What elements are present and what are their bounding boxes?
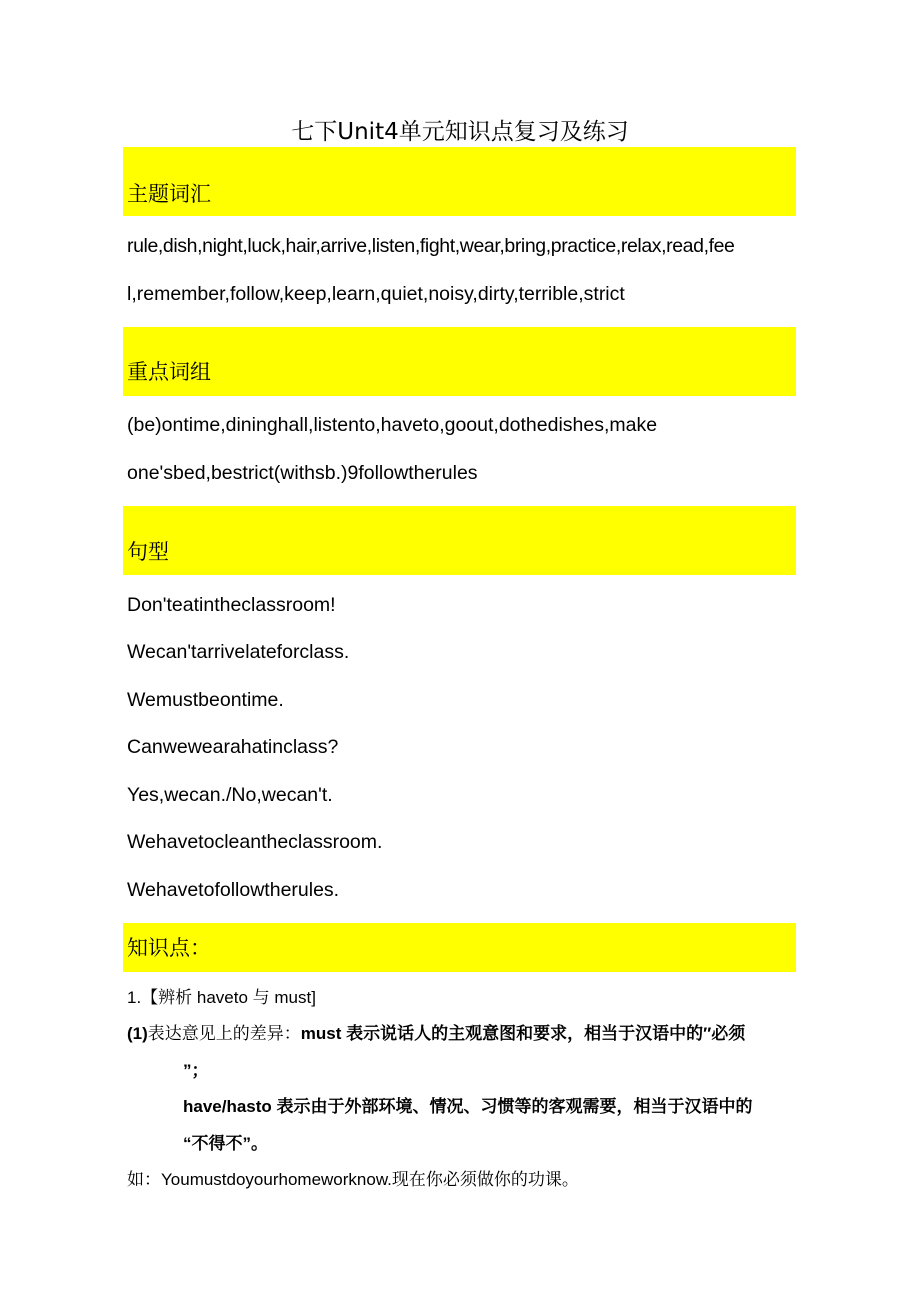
- vocab-line-1: rule,dish,night,luck,hair,arrive,listen,fight,wear,bring,practice,relax,read,fee: [127, 235, 735, 257]
- knowledge-item-title: 1.【辨析 haveto 与 must]: [127, 988, 316, 1007]
- knowledge-paragraph-2-cont: “不得不”。: [183, 1134, 268, 1153]
- section-heading-phrases: [123, 327, 796, 396]
- section-heading-vocab: [123, 147, 796, 216]
- sentence-line: Wehavetofollowtherules.: [127, 879, 340, 901]
- sentence-line: Canwewearahatinclass?: [127, 736, 339, 758]
- section-heading-sentences: [123, 506, 796, 575]
- sentence-line: Yes,wecan./No,wecan't.: [127, 784, 333, 806]
- knowledge-paragraph-2: have/hasto 表示由于外部环境、情况、习惯等的客观需要，相当于汉语中的: [183, 1097, 753, 1116]
- sentence-line: Wecan'tarrivelateforclass.: [127, 641, 350, 663]
- example-label: 如：: [127, 1170, 161, 1190]
- paragraph-label: 表达意见上的差异：: [147, 1024, 301, 1044]
- sentence-line: Don'teatintheclassroom!: [127, 594, 336, 616]
- paragraph-text: must 表示说话人的主观意图和要求，相当于汉语中的″必须: [300, 1024, 746, 1043]
- knowledge-paragraph-1: [127, 1021, 745, 1047]
- phrases-line-1: (be)ontime,dininghall,listento,haveto,goout,dothedishes,make: [127, 414, 658, 436]
- section-heading-knowledge: [123, 923, 796, 972]
- sentences-heading: 句型: [127, 540, 169, 564]
- phrases-heading: 重点词组: [127, 360, 211, 384]
- example-line: [127, 1167, 579, 1193]
- vocab-line-2: l,remember,follow,keep,learn,quiet,noisy,dirty,terrible,strict: [127, 283, 625, 305]
- knowledge-heading: 知识点：: [127, 936, 211, 960]
- knowledge-paragraph-1-cont: ”；: [183, 1061, 209, 1080]
- document-title: 七下Unit4单元知识点复习及练习: [291, 119, 629, 145]
- vocab-heading: 主题词汇: [127, 182, 211, 206]
- paragraph-number: (1): [127, 1024, 148, 1043]
- sentence-line: Wemustbeontime.: [127, 689, 284, 711]
- sentence-line: Wehavetocleantheclassroom.: [127, 831, 383, 853]
- example-text: Youmustdoyourhomeworknow.现在你必须做你的功课。: [161, 1170, 579, 1189]
- phrases-line-2: one'sbed,bestrict(withsb.)9followtherules: [127, 462, 478, 484]
